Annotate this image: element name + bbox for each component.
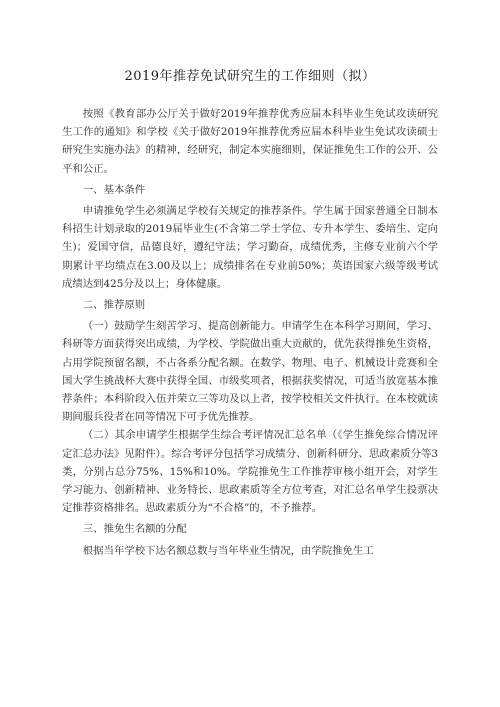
section-heading-principles: 二、推荐原则 — [82, 299, 146, 312]
principles-paragraph-1: （一）鼓励学生刻苦学习、提高创新能力。申请学生在本科学习期间，学习、科研等方面获得突出成绩，为学校、学院做出重大贡献的，优先获得推免生资格，占用学院预留名额，不占各系分配名额。在数学、物理、电子、机械设计竞赛和全国大学生挑战杯大赛中获得全国、市级奖项者，根据获奖情况，可适当放宽基本推荐条件；本科阶段入伍并荣立三等功及以上者，按学校相关文件执行。在本校就读期间服兵役者在同等情况下可予优先推荐。 — [62, 320, 438, 424]
quota-allocation-paragraph: 根据当年学校下达名额总数与当年毕业生情况，由学院推免生工 — [82, 544, 374, 557]
basic-conditions-paragraph: 申请推免学生必须满足学校有关规定的推荐条件。学生属于国家普通全日制本科招生计划录取的2019届毕业生(不含第二学士学位、专升本学生、委培生、定向生)；爱国守信，品德良好，遵纪守法；学习勤奋，成绩优秀，主修专业前六个学期累计平均绩点在3.00及以上；成绩排名在专业前50%；英语国家六级等级考试成绩达到425分及以上；身体健康。 — [62, 205, 438, 290]
document-title: 2019年推荐免试研究生的工作细则（拟） — [124, 69, 376, 84]
section-heading-basic-conditions: 一、基本条件 — [82, 183, 146, 196]
section-heading-quota-allocation: 三、推免生名额的分配 — [82, 523, 187, 536]
intro-paragraph: 按照《教育部办公厅关于做好2019年推荐优秀应届本科毕业生免试攻读研究生工作的通知》和学校《关于做好2019年推荐优秀应届本科毕业生免试攻读硕士研究生实施办法》的精神，经研究，制定本实施细则，保证推免生工作的公开、公平和公正。 — [62, 108, 438, 175]
document-body — [62, 105, 438, 560]
principles-paragraph-2: （二）其余申请学生根据学生综合考评情况汇总名单（《学生推免综合情况评定汇总办法》见附件）。综合考评分包括学习成绩分、创新科研分、思政素质分等3类，分别占总分75%、15%和10%。学院推免生工作推荐审核小组开会，对学生学习能力、创新精神、业务特长、思政素质等全方位考查，对汇总名单学生投票决定推荐资格排名。思政素质分为“不合格”的，不予推荐。 — [62, 429, 438, 515]
